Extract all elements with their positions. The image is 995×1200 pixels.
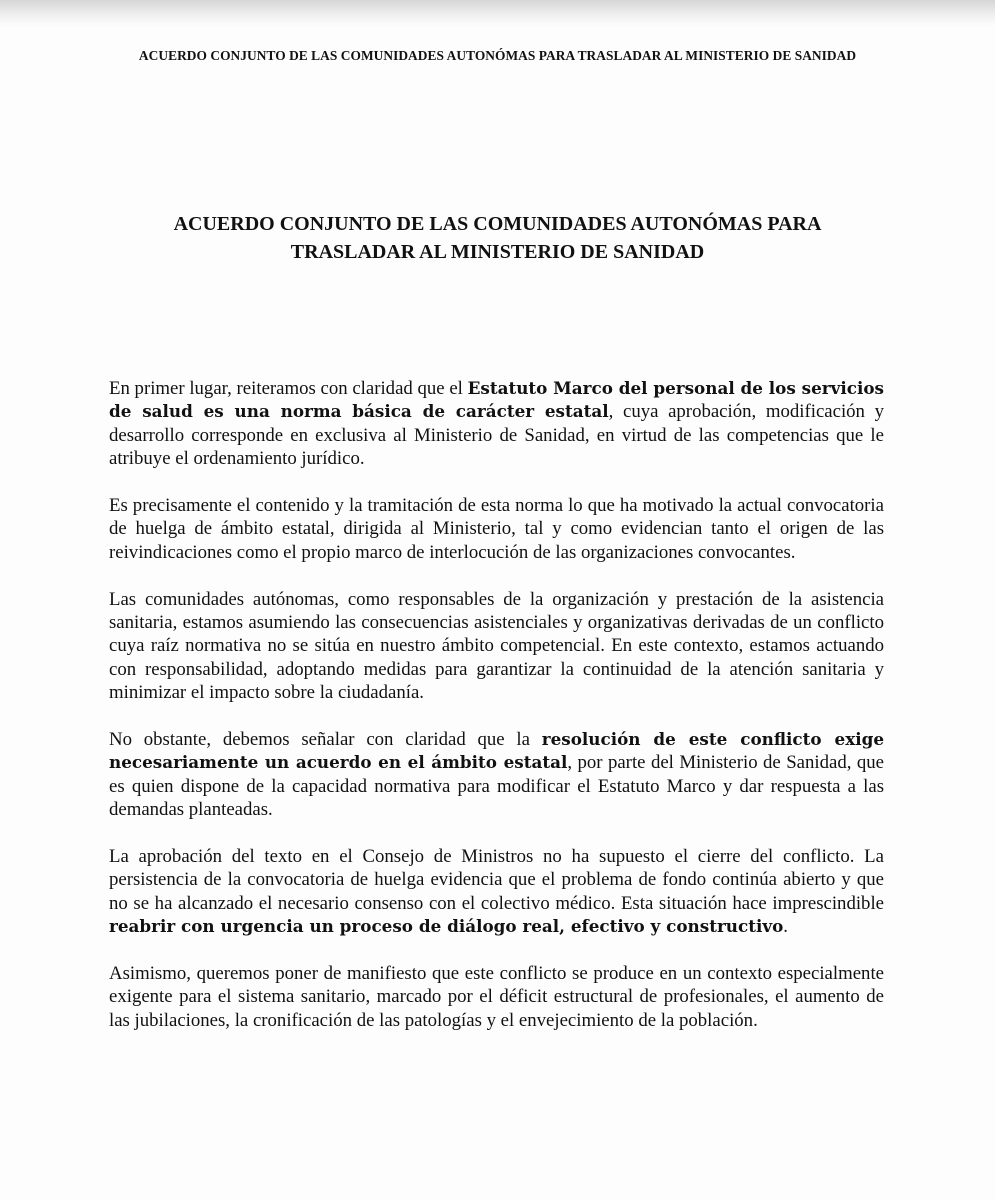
running-header: ACUERDO CONJUNTO DE LAS COMUNIDADES AUTONÓMAS PARA TRASLADAR AL MINISTERIO DE SANIDAD (138, 48, 857, 63)
paragraph-5-text-b: . (783, 916, 788, 938)
page-edge-shadow (0, 0, 995, 26)
paragraph-6 (109, 962, 884, 1032)
paragraph-5-emphasis: reabrir con urgencia un proceso de diálogo real, efectivo y constructivo (109, 916, 784, 937)
paragraph-5-text-a: La aprobación del texto en el Consejo de Ministros no ha supuesto el cierre del conflicto. La persistencia de la convocatoria de huelga evidencia que el problema de fondo continúa abierto y que no se ha alcanzado el necesario consenso con el colectivo médico. Esta situación hace imprescindible (109, 846, 884, 914)
document-title-line-1: ACUERDO CONJUNTO DE LAS COMUNIDADES AUTONÓMAS PARA (173, 213, 822, 235)
paragraph-1 (109, 377, 884, 471)
paragraph-3-text: Las comunidades autónomas, como responsables de la organización y prestación de la asistencia sanitaria, estamos asumiendo las consecuencias asistenciales y organizativas derivadas de un conflicto cuya raíz normativa no se sitúa en nuestro ámbito competencial. En este contexto, estamos actuando con responsabilidad, adoptando medidas para garantizar la continuidad de la atención sanitaria y minimizar el impacto sobre la ciudadanía. (109, 588, 884, 704)
paragraph-6-text: Asimismo, queremos poner de manifiesto que este conflicto se produce en un contexto especialmente exigente para el sistema sanitario, marcado por el déficit estructural de profesionales, el aumento de las jubilaciones, la cronificación de las patologías y el envejecimiento de la población. (109, 963, 884, 1031)
paragraph-4 (109, 728, 884, 822)
paragraph-5 (109, 845, 884, 939)
paragraph-3 (109, 588, 884, 705)
paragraph-2-text: Es precisamente el contenido y la tramitación de esta norma lo que ha motivado la actual convocatoria de huelga de ámbito estatal, dirigida al Ministerio, tal y como evidencian tanto el origen de las reivindicaciones como el propio marco de interlocución de las organizaciones convocantes. (109, 495, 884, 563)
paragraph-4-emphasis: resolución de este conflicto exige necesariamente un acuerdo en el ámbito estatal (109, 729, 884, 773)
document-title (60, 210, 935, 266)
document-title-line-2: TRASLADAR AL MINISTERIO DE SANIDAD (290, 241, 705, 263)
paragraph-1-text-b: , cuya aprobación, modificación y desarrollo corresponde en exclusiva al Ministerio de Sanidad, en virtud de las competencias que le atribuye el ordenamiento jurídico. (109, 401, 884, 470)
document-body (109, 377, 884, 1056)
paragraph-4-text-a: No obstante, debemos señalar con claridad que la (109, 729, 542, 751)
paragraph-2 (109, 494, 884, 564)
paragraph-4-text-b: , por parte del Ministerio de Sanidad, que es quien dispone de la capacidad normativa para modificar el Estatuto Marco y dar respuesta a las demandas planteadas. (109, 752, 884, 821)
paragraph-1-text-a: En primer lugar, reiteramos con claridad que el (109, 378, 468, 399)
paragraph-1-emphasis: Estatuto Marco del personal de los servicios de salud es una norma básica de carácter estatal (109, 378, 884, 422)
